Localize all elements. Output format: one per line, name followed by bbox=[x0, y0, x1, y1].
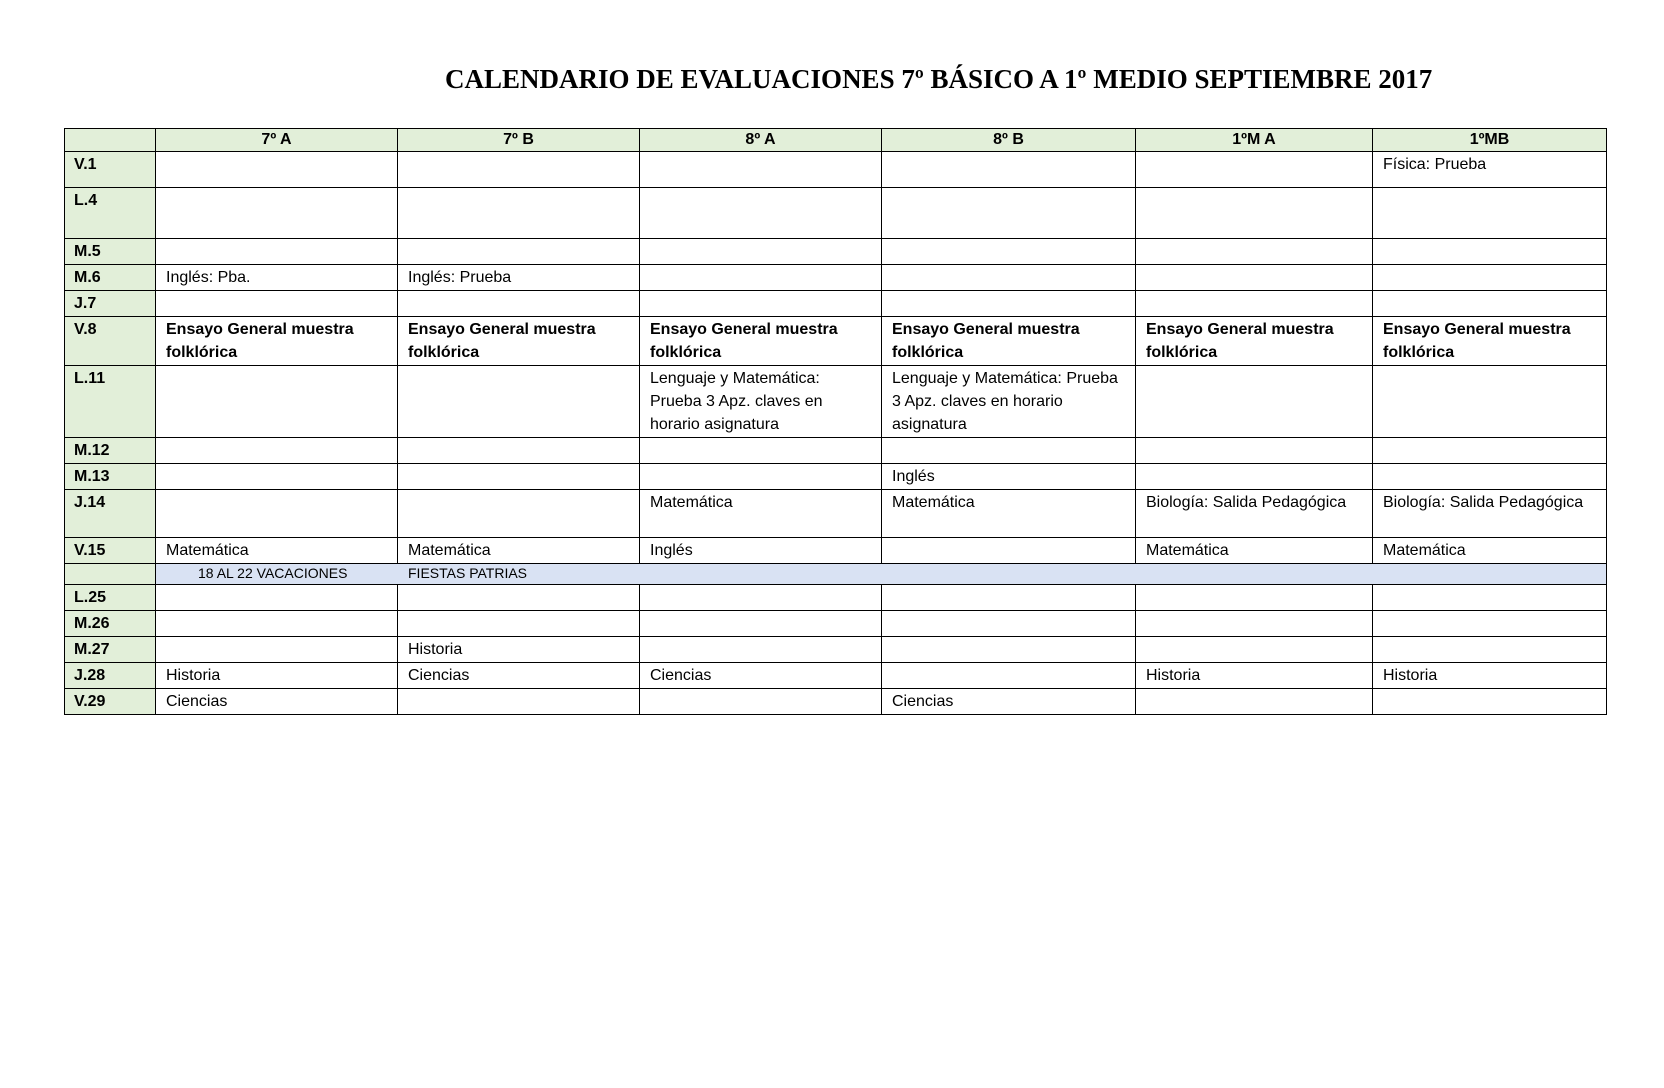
table-cell: Matemática bbox=[398, 538, 640, 564]
table-cell bbox=[882, 585, 1136, 611]
table-cell bbox=[1136, 152, 1373, 188]
vacation-label: FIESTAS PATRIAS bbox=[408, 565, 528, 581]
table-cell bbox=[1373, 689, 1607, 715]
table-cell bbox=[640, 689, 882, 715]
evaluation-calendar-table bbox=[64, 128, 1607, 715]
table-row bbox=[65, 689, 1607, 715]
table-cell bbox=[156, 291, 398, 317]
table-cell bbox=[1136, 611, 1373, 637]
table-cell: Historia bbox=[1136, 663, 1373, 689]
table-cell bbox=[882, 637, 1136, 663]
day-label: L.25 bbox=[65, 585, 156, 611]
table-cell bbox=[156, 438, 398, 464]
column-header: 7º A bbox=[156, 129, 398, 152]
day-label: J.14 bbox=[65, 490, 156, 538]
vacation-row bbox=[65, 564, 1607, 585]
table-cell bbox=[640, 291, 882, 317]
table-cell bbox=[1373, 637, 1607, 663]
table-cell bbox=[398, 689, 640, 715]
day-label: V.1 bbox=[65, 152, 156, 188]
day-label: M.26 bbox=[65, 611, 156, 637]
table-cell bbox=[882, 239, 1136, 265]
table-cell bbox=[640, 611, 882, 637]
table-cell bbox=[1136, 689, 1373, 715]
day-label: V.15 bbox=[65, 538, 156, 564]
table-row bbox=[65, 239, 1607, 265]
table-cell bbox=[1136, 464, 1373, 490]
table-cell bbox=[882, 188, 1136, 239]
table-cell bbox=[1136, 438, 1373, 464]
table-cell: Lenguaje y Matemática: Prueba 3 Apz. claves en horario asignatura bbox=[882, 366, 1136, 438]
table-cell bbox=[156, 239, 398, 265]
table-cell: Ensayo General muestra folklórica bbox=[1136, 317, 1373, 366]
table-cell bbox=[640, 188, 882, 239]
table-cell bbox=[1136, 585, 1373, 611]
table-cell: Ciencias bbox=[882, 689, 1136, 715]
table-cell: Ciencias bbox=[156, 689, 398, 715]
table-row bbox=[65, 152, 1607, 188]
table-cell bbox=[882, 291, 1136, 317]
table-cell bbox=[882, 152, 1136, 188]
day-label: V.8 bbox=[65, 317, 156, 366]
table-cell bbox=[398, 438, 640, 464]
table-cell: Ciencias bbox=[398, 663, 640, 689]
table-cell: Ensayo General muestra folklórica bbox=[882, 317, 1136, 366]
table-cell bbox=[640, 585, 882, 611]
table-cell bbox=[1136, 366, 1373, 438]
day-label: M.27 bbox=[65, 637, 156, 663]
table-cell bbox=[1373, 239, 1607, 265]
table-cell bbox=[398, 490, 640, 538]
table-cell: Matemática bbox=[1136, 538, 1373, 564]
table-cell bbox=[398, 366, 640, 438]
table-row bbox=[65, 291, 1607, 317]
table-cell bbox=[1373, 188, 1607, 239]
day-label: J.7 bbox=[65, 291, 156, 317]
table-cell: Matemática bbox=[156, 538, 398, 564]
table-cell bbox=[1136, 239, 1373, 265]
day-label: L.4 bbox=[65, 188, 156, 239]
day-label: V.29 bbox=[65, 689, 156, 715]
table-cell bbox=[1373, 585, 1607, 611]
table-row bbox=[65, 438, 1607, 464]
table-cell bbox=[1373, 291, 1607, 317]
table-cell: Matemática bbox=[640, 490, 882, 538]
table-cell bbox=[640, 464, 882, 490]
table-cell: Historia bbox=[398, 637, 640, 663]
table-cell bbox=[882, 538, 1136, 564]
table-cell bbox=[398, 239, 640, 265]
header-corner bbox=[65, 129, 156, 152]
table-cell: Matemática bbox=[1373, 538, 1607, 564]
table-cell bbox=[156, 464, 398, 490]
table-row bbox=[65, 663, 1607, 689]
table-cell bbox=[640, 239, 882, 265]
day-label: M.5 bbox=[65, 239, 156, 265]
table-cell: Historia bbox=[1373, 663, 1607, 689]
table-cell bbox=[1136, 637, 1373, 663]
header-row bbox=[65, 129, 1607, 152]
column-header: 1ºM A bbox=[1136, 129, 1373, 152]
table-cell bbox=[398, 152, 640, 188]
table-cell bbox=[1373, 265, 1607, 291]
vacation-banner bbox=[156, 564, 1607, 585]
table-cell: Ensayo General muestra folklórica bbox=[156, 317, 398, 366]
table-cell bbox=[1373, 611, 1607, 637]
table-cell bbox=[156, 188, 398, 239]
table-cell: Historia bbox=[156, 663, 398, 689]
table-cell: Inglés bbox=[882, 464, 1136, 490]
table-cell: Matemática bbox=[882, 490, 1136, 538]
table-cell bbox=[1373, 464, 1607, 490]
table-cell bbox=[1136, 265, 1373, 291]
table-row bbox=[65, 585, 1607, 611]
table-cell bbox=[640, 152, 882, 188]
table-cell bbox=[1373, 438, 1607, 464]
table-cell: Ensayo General muestra folklórica bbox=[1373, 317, 1607, 366]
day-label bbox=[65, 564, 156, 585]
table-cell bbox=[156, 637, 398, 663]
table-cell: Inglés: Prueba bbox=[398, 265, 640, 291]
table-cell bbox=[640, 637, 882, 663]
table-row bbox=[65, 265, 1607, 291]
table-cell bbox=[882, 438, 1136, 464]
table-cell bbox=[156, 490, 398, 538]
table-cell bbox=[398, 464, 640, 490]
table-cell bbox=[398, 291, 640, 317]
table-cell: Física: Prueba bbox=[1373, 152, 1607, 188]
table-row bbox=[65, 538, 1607, 564]
table-cell bbox=[398, 188, 640, 239]
table-row bbox=[65, 637, 1607, 663]
day-label: M.6 bbox=[65, 265, 156, 291]
table-cell: Inglés bbox=[640, 538, 882, 564]
table-row bbox=[65, 317, 1607, 366]
table-row bbox=[65, 464, 1607, 490]
column-header: 1ºMB bbox=[1373, 129, 1607, 152]
day-label: L.11 bbox=[65, 366, 156, 438]
table-cell bbox=[398, 585, 640, 611]
table-cell: Ensayo General muestra folklórica bbox=[640, 317, 882, 366]
table-cell bbox=[156, 585, 398, 611]
table-row bbox=[65, 490, 1607, 538]
table-cell bbox=[1136, 291, 1373, 317]
table-cell bbox=[1373, 366, 1607, 438]
table-cell: Ciencias bbox=[640, 663, 882, 689]
table-row bbox=[65, 188, 1607, 239]
table-cell: Lenguaje y Matemática: Prueba 3 Apz. claves en horario asignatura bbox=[640, 366, 882, 438]
table-cell bbox=[882, 663, 1136, 689]
table-cell: Biología: Salida Pedagógica bbox=[1136, 490, 1373, 538]
table-row bbox=[65, 366, 1607, 438]
column-header: 8º B bbox=[882, 129, 1136, 152]
table-cell bbox=[882, 265, 1136, 291]
table-cell bbox=[882, 611, 1136, 637]
table-cell bbox=[156, 152, 398, 188]
table-cell bbox=[156, 366, 398, 438]
table-row bbox=[65, 611, 1607, 637]
table-cell bbox=[156, 611, 398, 637]
table-cell bbox=[1136, 188, 1373, 239]
table-cell: Biología: Salida Pedagógica bbox=[1373, 490, 1607, 538]
column-header: 8º A bbox=[640, 129, 882, 152]
vacation-dates: 18 AL 22 VACACIONES bbox=[198, 565, 348, 581]
column-header: 7º B bbox=[398, 129, 640, 152]
table-cell: Inglés: Pba. bbox=[156, 265, 398, 291]
document-title: CALENDARIO DE EVALUACIONES 7º BÁSICO A 1º MEDIO SEPTIEMBRE 2017 bbox=[445, 64, 1433, 94]
table-cell bbox=[398, 611, 640, 637]
table-cell: Ensayo General muestra folklórica bbox=[398, 317, 640, 366]
day-label: M.12 bbox=[65, 438, 156, 464]
day-label: M.13 bbox=[65, 464, 156, 490]
table-cell bbox=[640, 265, 882, 291]
table-cell bbox=[640, 438, 882, 464]
day-label: J.28 bbox=[65, 663, 156, 689]
